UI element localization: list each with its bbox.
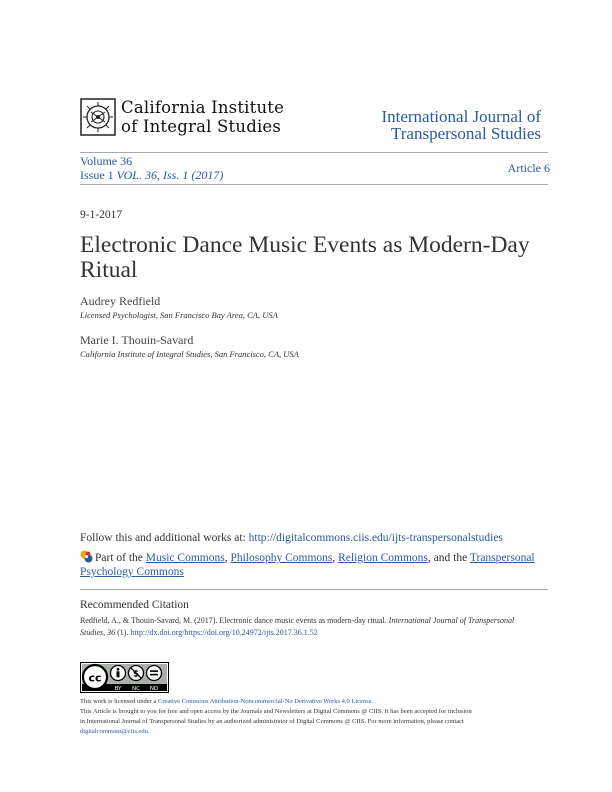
creative-commons-badge-icon[interactable] <box>80 662 169 693</box>
divider-top <box>80 152 548 153</box>
author-affiliation: California Institute of Integral Studies, San Francisco, CA, USA <box>80 349 299 359</box>
license-text <box>80 697 540 737</box>
citation-text <box>80 615 540 639</box>
institute-name-line2: of Integral Studies <box>121 117 282 136</box>
license-line1 <box>80 697 540 707</box>
author-name: Marie I. Thouin-Savard <box>80 333 194 347</box>
article-title <box>80 233 530 283</box>
article-number-link[interactable]: Article 6 <box>507 161 550 175</box>
citation-part1: Redfield, A., & Thouin-Savard, M. (2017). Electronic dance music events as modern-day ritual. <box>80 616 389 625</box>
religion-commons-link[interactable]: Religion Commons <box>338 552 428 564</box>
volume-link[interactable]: Volume 36 <box>80 154 133 168</box>
music-commons-link[interactable]: Music Commons <box>145 552 225 564</box>
recommended-citation-heading: Recommended Citation <box>80 599 189 611</box>
article-title-line2: Ritual <box>80 257 138 283</box>
institute-name-line1: California Institute <box>121 98 285 117</box>
philosophy-commons-link[interactable]: Philosophy Commons <box>230 552 333 564</box>
ciis-logo <box>80 98 300 138</box>
issue-details[interactable]: VOL. 36, Iss. 1 (2017) <box>116 168 224 182</box>
email-suffix: . <box>147 728 150 735</box>
citation-part2: (1). <box>115 628 131 637</box>
license-line2: This Article is brought to you for free and open access by the Journals and Newsletters at Digital Commons @ CIIS. It has been accepted for inclusion <box>80 708 472 715</box>
transpersonal-psychology-commons-link[interactable]: Transpersonal <box>469 552 535 564</box>
cc-label-nc: NC <box>132 686 140 692</box>
citation-journal: International Journal of Transpersonal <box>388 616 515 625</box>
issue-link[interactable] <box>80 168 223 183</box>
ciis-emblem-icon <box>80 98 116 136</box>
divider-citation <box>80 589 548 590</box>
cc-label-by: BY <box>114 686 122 692</box>
license-line3: in International Journal of Transpersonal Studies by an authorized administrator of Digital Commons @ CIIS. For more information, please contact <box>80 718 464 725</box>
transpersonal-psychology-commons-link-cont[interactable]: Psychology Commons <box>80 566 184 578</box>
journal-title-line1[interactable]: International Journal of <box>381 107 541 126</box>
part-of-prefix: Part of the <box>95 552 146 564</box>
svg-text:cc: cc <box>88 671 102 685</box>
svg-text:$: $ <box>132 669 140 680</box>
separator: , <box>224 552 231 564</box>
citation-journal-volume: Studies, 36 <box>80 628 116 637</box>
publication-date: 9-1-2017 <box>80 209 123 221</box>
article-title-line1: Electronic Dance Music Events as Modern-Day <box>80 232 530 258</box>
cc-label-nd: ND <box>149 686 159 692</box>
separator: , and the <box>427 552 470 564</box>
author-affiliation: Licensed Psychologist, San Francisco Bay Area, CA, USA <box>80 310 278 320</box>
follow-line <box>80 532 503 544</box>
author-name: Audrey Redfield <box>80 294 161 308</box>
doi-link[interactable]: http://dx.doi.org/https://doi.org/10.24972/ijts.2017.36.1.52 <box>130 628 318 637</box>
contact-email-link[interactable]: digitalcommons@ciis.edu <box>80 728 148 735</box>
license-link[interactable]: Creative Commons Attribution-Noncommercial-No Derivative Works 4.0 License. <box>157 698 374 705</box>
divider-issue <box>80 184 548 185</box>
journal-title-line2[interactable]: Transpersonal Studies <box>390 124 541 143</box>
separator: , <box>332 552 339 564</box>
part-of-line <box>80 550 550 579</box>
repository-link[interactable]: http://digitalcommons.ciis.edu/ijts-transpersonalstudies <box>248 532 503 544</box>
issue-number[interactable]: Issue 1 <box>80 168 114 182</box>
follow-prefix: Follow this and additional works at: <box>80 532 249 544</box>
license-line4 <box>80 727 540 737</box>
digital-commons-network-icon <box>80 550 93 563</box>
license-prefix: This work is licensed under a <box>80 698 158 705</box>
journal-title[interactable] <box>301 108 541 142</box>
